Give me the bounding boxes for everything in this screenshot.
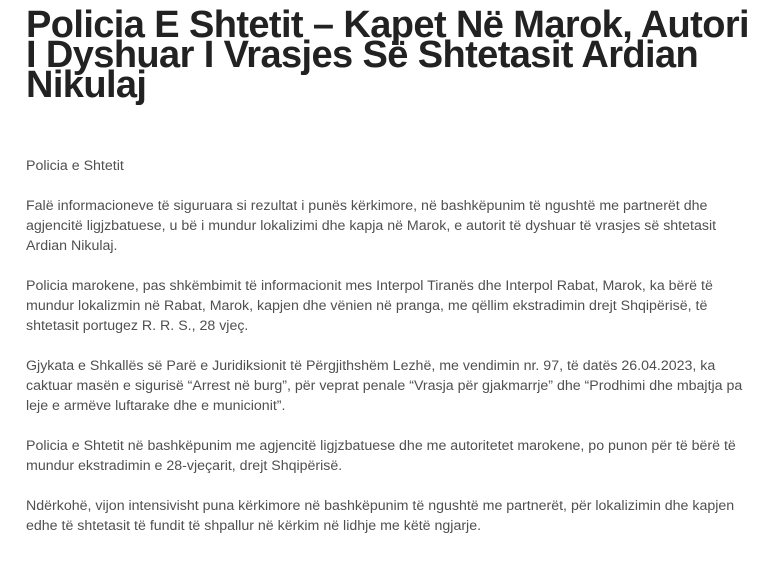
- article-content: [26, 156, 756, 536]
- article-title: Policia E Shtetit – Kapet Në Marok, Autori I Dyshuar I Vrasjes Së Shtetasit Ardian Nikulaj: [26, 4, 749, 106]
- article: [26, 0, 756, 556]
- article-paragraph-4: Policia e Shtetit në bashkëpunim me agjencitë ligjzbatuese dhe me autoritetet marokene, po punon për të bërë të mundur ekstradimin e 28-vjeçarit, drejt Shqipërisë.: [26, 438, 736, 474]
- article-paragraph-1: Falë informacioneve të siguruara si rezultat i punës kërkimore, në bashkëpunim të ngushtë me partnerët dhe agjencitë ligjzbatuese, u bë i mundur lokalizimi dhe kapja në Marok, e autorit të dyshuar të vrasjes së shtetasit Ardian Nikulaj.: [26, 198, 717, 254]
- article-paragraph-3: Gjykata e Shkallës së Parë e Juridiksionit të Përgjithshëm Lezhë, me vendimin nr. 97, të datës 26.04.2023, ka caktuar masën e sigurisë “Arrest në burg”, për veprat penale “Vrasja për gjakmarrje” dhe “Prodhimi dhe mbajtja pa leje e armëve luftarake dhe e municionit”.: [26, 358, 743, 414]
- article-paragraph-5: Ndërkohë, vijon intensivisht puna kërkimore në bashkëpunim të ngushtë me partnerët, për lokalizimin dhe kapjen edhe të shtetasit të fundit të shpallur në kërkim në lidhje me këtë ngjarje.: [26, 498, 735, 534]
- article-source: Policia e Shtetit: [26, 158, 124, 174]
- article-paragraph-2: Policia marokene, pas shkëmbimit të informacionit mes Interpol Tiranës dhe Interpol Rabat, Marok, ka bërë të mundur lokalizmin në Rabat, Marok, kapjen dhe vënien në pranga, me qëllim ekstradimin drejt Shqipërisë, të shtetasit portugez R. R. S., 28 vjeç.: [26, 278, 713, 334]
